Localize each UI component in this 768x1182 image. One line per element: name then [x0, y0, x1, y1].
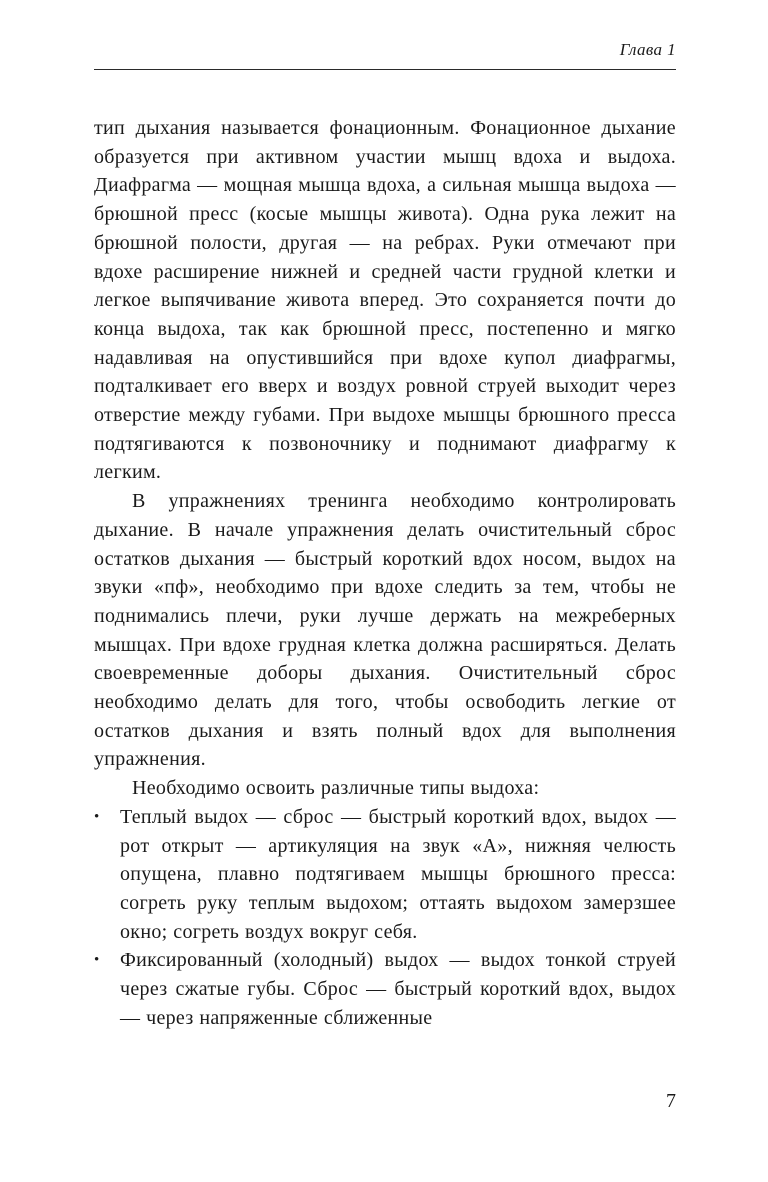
bullet-icon: •	[94, 808, 100, 825]
header-rule	[94, 69, 676, 70]
chapter-label: Глава 1	[619, 40, 676, 59]
bullet-icon: •	[94, 952, 100, 969]
page-number: 7	[666, 1090, 676, 1112]
page-header	[94, 40, 676, 60]
paragraph: тип дыхания называется фонационным. Фонационное дыхание образуется при активном участии мышц вдоха и выдоха. Диафрагма — мощная мышца вдоха, а сильная мышца выдоха — брюшной пресс (косые мышцы живота). Одна рука лежит на брюшной полости, другая — на ребрах. Руки отмечают при вдохе расширение нижней и средней части грудной клетки и легкое выпячивание живота вперед. Это сохраняется почти до конца выдоха, так как брюшной пресс, постепенно и мягко надавливая на опустившийся при вдохе купол диафрагмы, подталкивает его вверх и воздух ровной струей выходит через отверстие между губами. При выдохе мышцы брюшного пресса подтягиваются к позвоночнику и поднимают диафрагму к легким.	[94, 117, 676, 484]
bullet-text: Фиксированный (холодный) выдох — выдох тонкой струей через сжатые губы. Сброс — быстрый короткий вдох, выдох — через напряженные сближенные	[120, 949, 676, 1029]
page-footer	[94, 1090, 676, 1113]
list-item	[94, 803, 676, 947]
bullet-text: Теплый выдох — сброс — быстрый короткий вдох, выдох — рот открыт — артикуляция на звук «А», нижняя челюсть опущена, плавно подтягиваем мышцы брюшного пресса: согреть руку теплым выдохом; оттаять выдохом замерзшее окно; согреть воздух вокруг себя.	[120, 805, 676, 943]
paragraph: Необходимо освоить различные типы выдоха:	[132, 777, 540, 800]
list-item	[94, 946, 676, 1032]
paragraph: В упражнениях тренинга необходимо контролировать дыхание. В начале упражнения делать очистительный сброс остатков дыхания — быстрый короткий вдох носом, выдох на звуки «пф», необходимо при вдохе следить за тем, чтобы не поднимались плечи, руки лучше держать на межреберных мышцах. При вдохе грудная клетка должна расширяться. Делать своевременные доборы дыхания. Очистительный сброс необходимо делать для того, чтобы освободить легкие от остатков дыхания и взять полный вдох для выполнения упражнения.	[94, 490, 676, 771]
page-body	[94, 114, 676, 1033]
